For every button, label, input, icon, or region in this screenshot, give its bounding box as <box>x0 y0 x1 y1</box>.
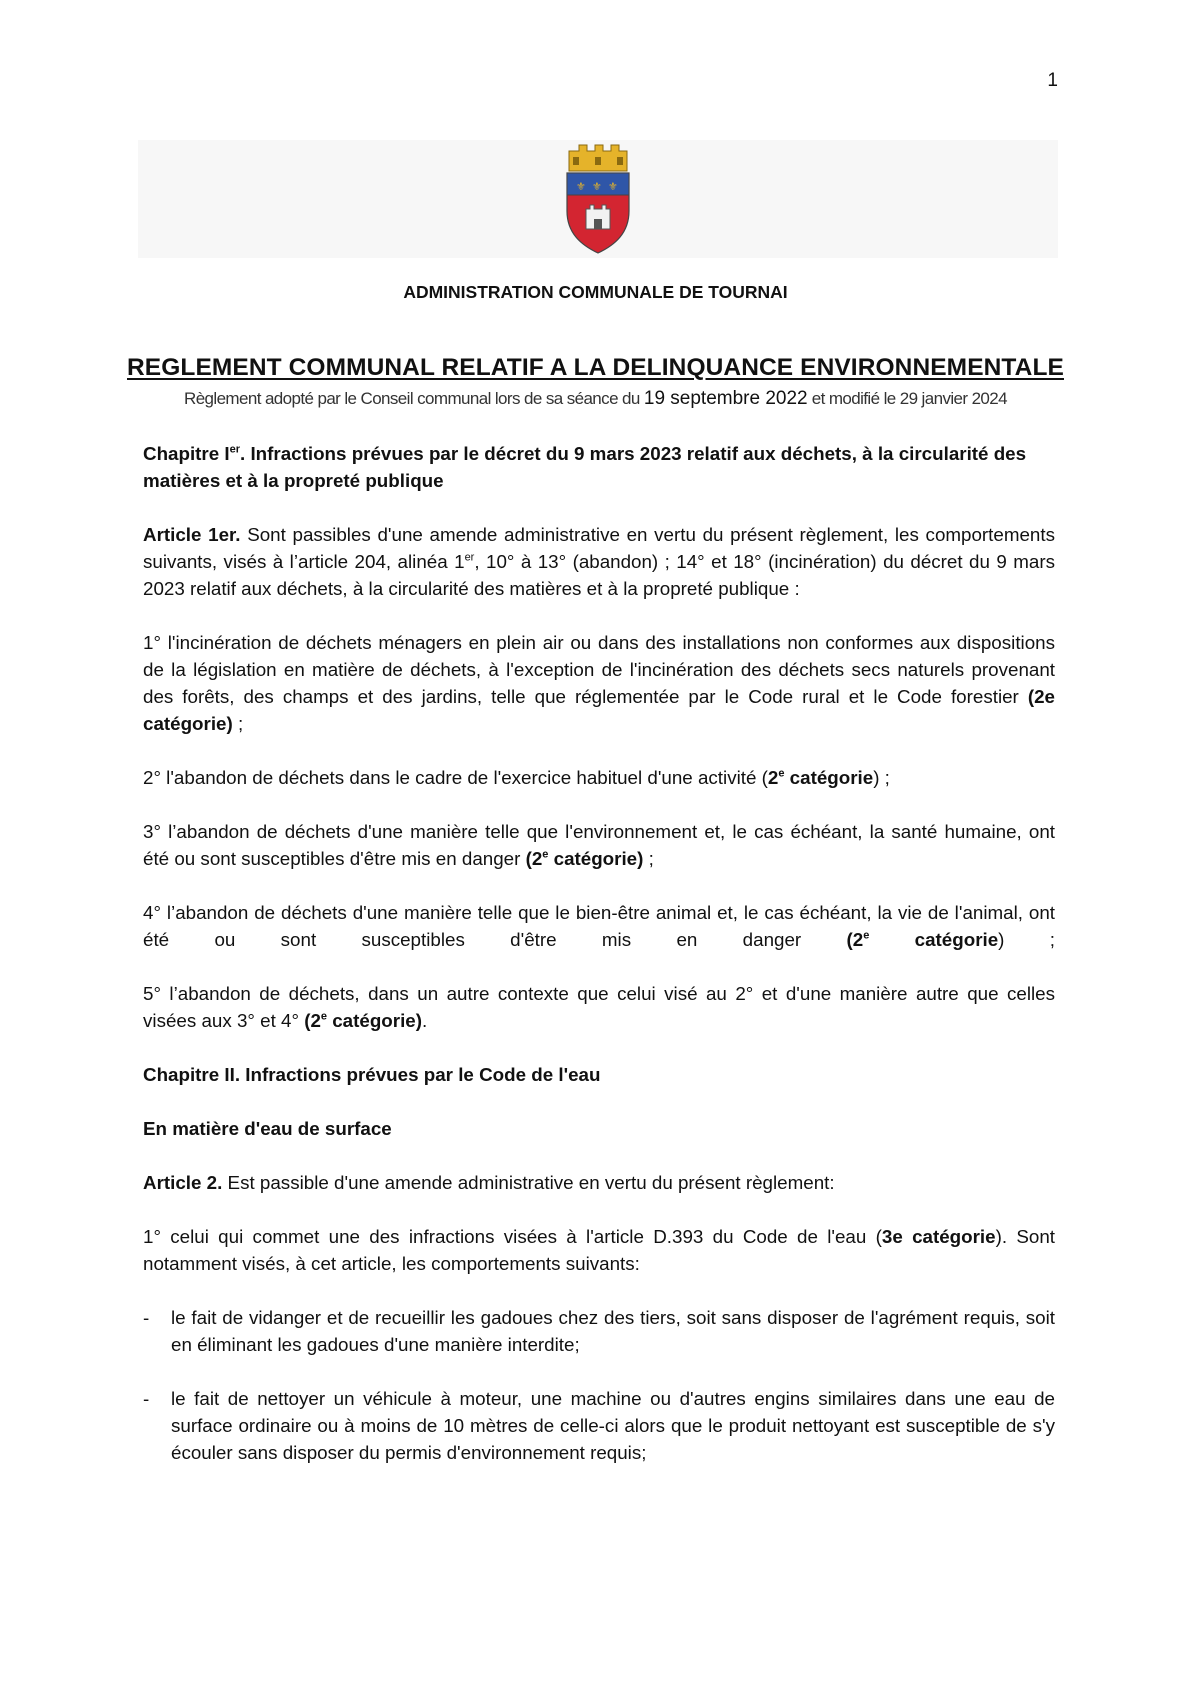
item-4-cat-num: (2 <box>846 929 864 950</box>
administration-heading: ADMINISTRATION COMMUNALE DE TOURNAI <box>403 282 788 302</box>
item-4-text: 4° l’abandon de déchets d'une manière telle que le bien-être animal et, le cas échéant, la vie de l'animal, ont été ou sont susceptibles d'être mis en danger <box>143 902 1055 950</box>
article-1-text-b: , 10° à 13° (abandon) ; 14° et 18° (incinération) du décret du 9 mars 2023 relatif aux déchets, à la circularité des matières et à la propreté publique : <box>143 551 1055 599</box>
item-1-text: 1° l'incinération de déchets ménagers en plein air ou dans des installations non conformes aux dispositions de la législation en matière de déchets, à l'exception de l'incinération des déchets secs naturels provenant des forêts, des champs et des jardins, telle que réglementée par le Code rural et le Code forestier <box>143 632 1055 707</box>
item-5-cat-num: (2 <box>304 1010 321 1031</box>
item-2-text: 2° l'abandon de déchets dans le cadre de l'exercice habituel d'une activité ( <box>143 767 768 788</box>
subtitle-part-a: Règlement adopté par le Conseil communal lors de sa séance du <box>184 389 644 408</box>
item-1 <box>143 629 1055 737</box>
chapter-1-sup: er <box>229 443 241 456</box>
section-surface-water: En matière d'eau de surface <box>143 1118 392 1139</box>
subtitle-date: 19 septembre 2022 <box>643 388 808 409</box>
item-5 <box>143 980 1055 1034</box>
article-1-text-a: Sont passibles d'une amende administrative en vertu du présent règlement, les comportements suivants, visés à l’article 204, alinéa 1 <box>143 524 1055 572</box>
item-5-text: 5° l’abandon de déchets, dans un autre contexte que celui visé au 2° et d'une manière autre que celles visées aux 3° et 4° <box>143 983 1055 1031</box>
list-item: - le fait de vidanger et de recueillir les gadoues chez des tiers, soit sans disposer de l'agrément requis, soit en éliminant les gadoues d'une manière interdite; <box>143 1304 1055 1358</box>
chapter-2-heading: Chapitre II. Infractions prévues par le Code de l'eau <box>143 1064 601 1085</box>
item-4-cat-word: catégorie <box>869 929 999 950</box>
item-d393 <box>143 1223 1055 1277</box>
regulation-title-text: REGLEMENT COMMUNAL RELATIF A LA DELINQUANCE ENVIRONNEMENTALE <box>127 354 1064 381</box>
behaviours-list <box>143 1304 1055 1466</box>
item-3-cat-num: (2 <box>525 848 543 869</box>
item-3-text: 3° l’abandon de déchets d'une manière telle que l'environnement et, le cas échéant, la santé humaine, ont été ou sont susceptibles d'être mis en danger <box>143 821 1055 869</box>
tournai-coat-of-arms-icon <box>559 143 637 255</box>
svg-text:⚜: ⚜ <box>576 180 586 193</box>
article-1-sup: er <box>464 551 475 564</box>
item-4-cat-sup: e <box>863 929 870 942</box>
list-item: - le fait de nettoyer un véhicule à moteur, une machine ou d'autres engins similaires dans une eau de surface ordinaire ou à moins de 10 mètres de celle-ci alors que le produit nettoyant est susceptible de s'y écouler sans disposer du permis d'environnement requis; <box>143 1385 1055 1466</box>
item-5-end: . <box>422 1010 428 1031</box>
regulation-subtitle <box>0 388 1191 410</box>
item-2-cat-num: 2 <box>767 767 779 788</box>
item-d393-text-a: 1° celui qui commet une des infractions visées à l'article D.393 du Code de l'eau ( <box>143 1226 882 1247</box>
subtitle-part-c: et modifié le 29 janvier 2024 <box>807 389 1007 408</box>
chapter-1-label: Chapitre I <box>143 443 230 464</box>
item-3-end: ; <box>643 848 654 869</box>
page-number: 1 <box>1047 70 1058 91</box>
article-2-label: Article 2. <box>143 1172 223 1193</box>
article-1-label: Article 1er. <box>143 524 241 545</box>
item-3-cat-sup: e <box>542 848 549 861</box>
svg-text:⚜: ⚜ <box>592 180 602 193</box>
item-d393-category: 3e catégorie <box>881 1226 996 1247</box>
crest-banner <box>138 140 1058 258</box>
svg-text:⚜: ⚜ <box>608 180 618 193</box>
item-2-cat-word: catégorie <box>784 767 874 788</box>
item-3 <box>143 818 1055 872</box>
item-4-end: ) ; <box>998 929 1055 950</box>
item-4 <box>143 899 1055 953</box>
item-2-end: ) ; <box>873 767 890 788</box>
article-2 <box>143 1169 1055 1196</box>
item-1-end: ; <box>232 713 244 734</box>
item-1-category: (2e catégorie) <box>143 686 1055 734</box>
article-2-text: Est passible d'une amende administrative en vertu du présent règlement: <box>222 1172 835 1193</box>
chapter-1-title: . Infractions prévues par le décret du 9 mars 2023 relatif aux déchets, à la circularité des matières et à la propreté publique <box>143 443 1027 491</box>
item-d393-text-b: ). Sont notamment visés, à cet article, les comportements suivants: <box>143 1226 1055 1274</box>
document-body <box>143 440 1055 1493</box>
article-1 <box>143 521 1055 602</box>
item-5-cat-sup: e <box>320 1010 328 1023</box>
item-3-cat-word: catégorie) <box>548 848 644 869</box>
item-2-cat-sup: e <box>778 767 785 780</box>
item-2 <box>143 764 1055 791</box>
regulation-title <box>0 354 1191 382</box>
item-5-cat-word: catégorie) <box>327 1010 422 1031</box>
chapter-1-heading <box>143 440 1055 494</box>
